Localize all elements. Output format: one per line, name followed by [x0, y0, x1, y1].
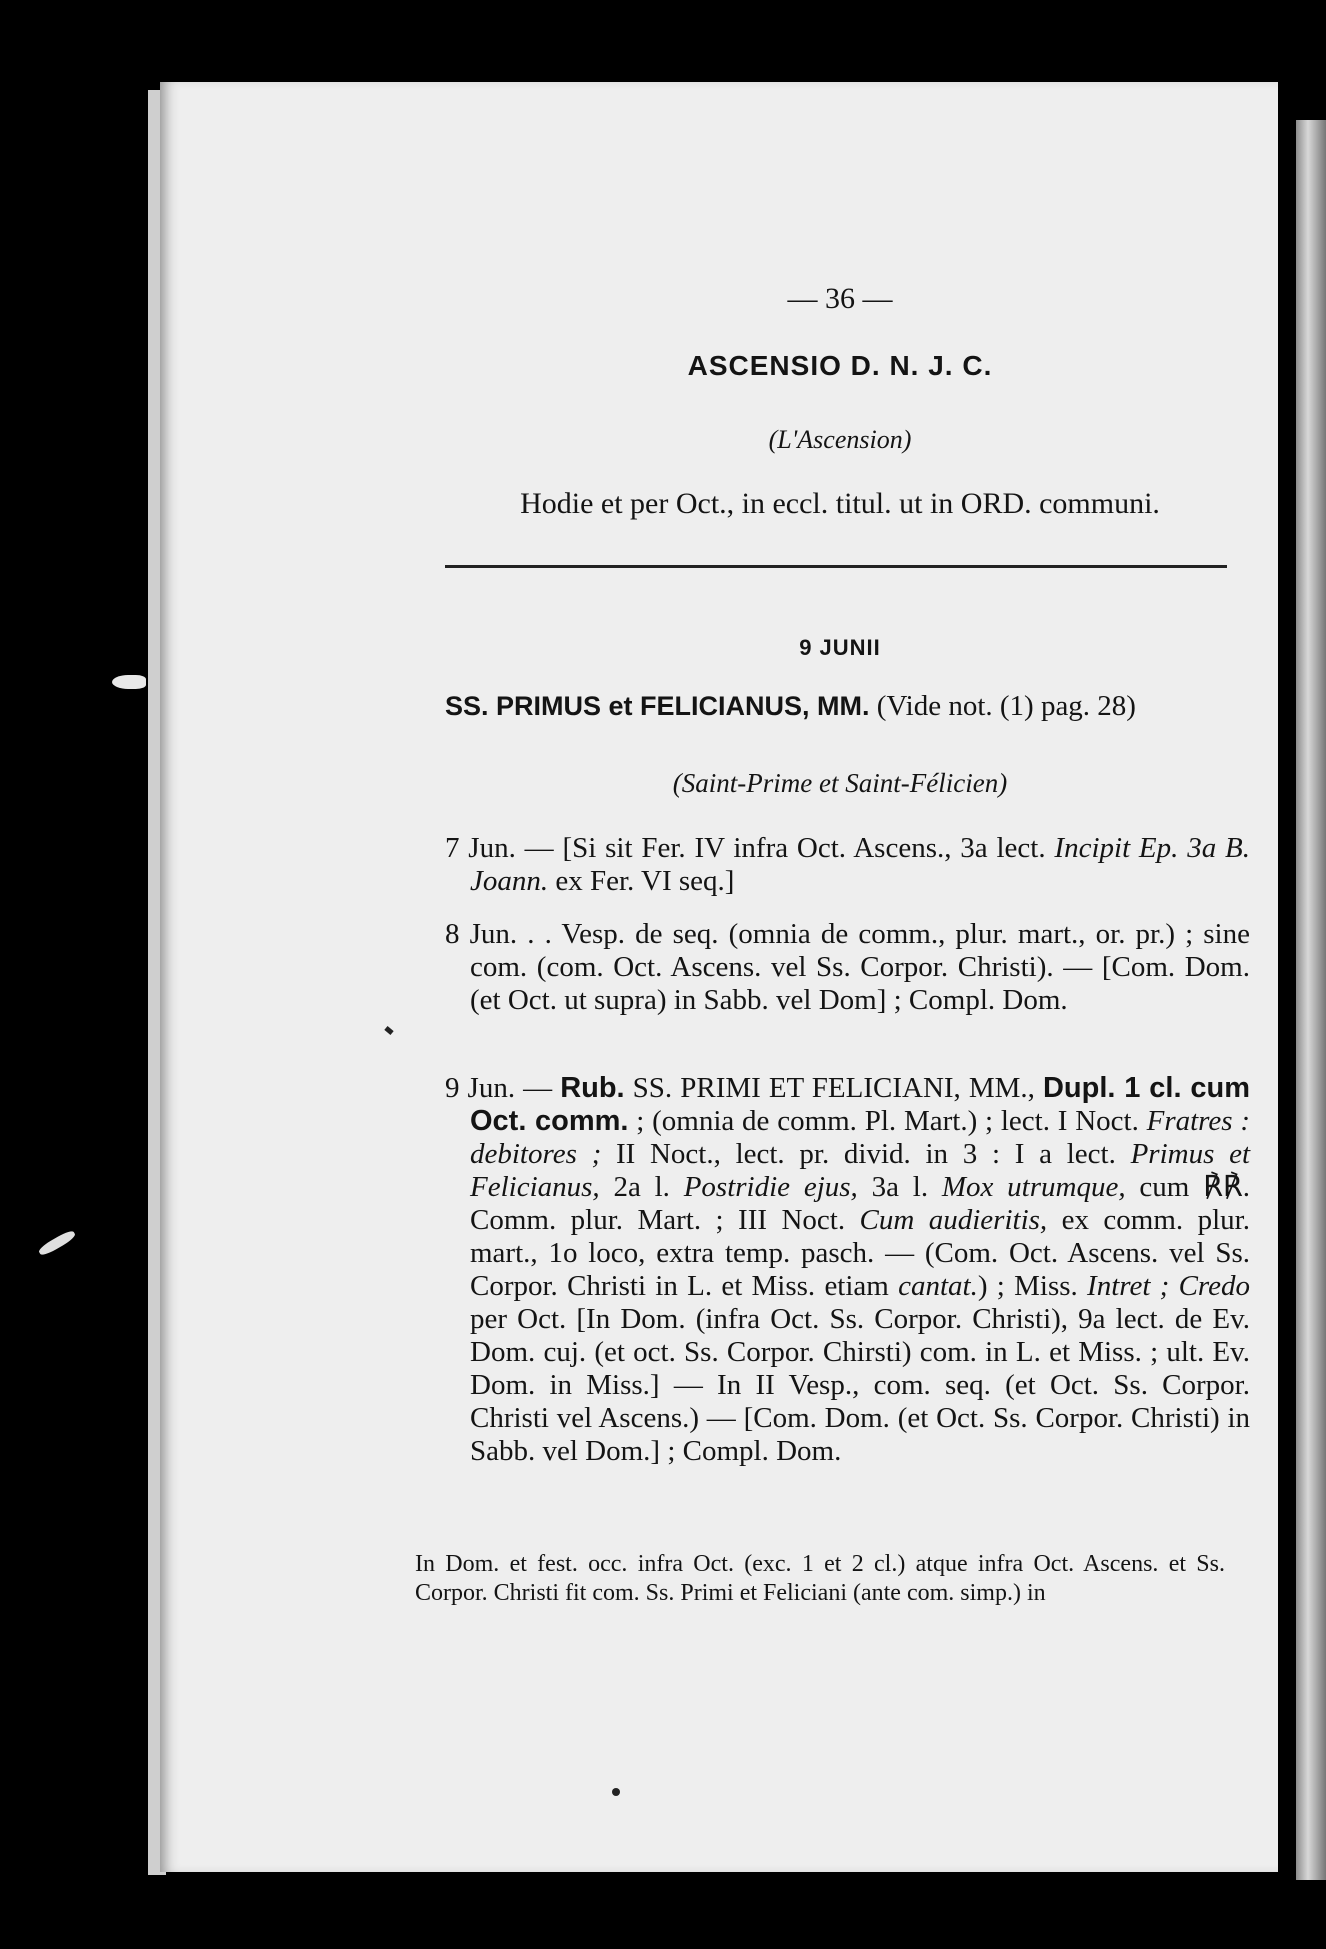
entry-8-jun: [445, 918, 1250, 1017]
divider-rule: [445, 565, 1227, 568]
entry-italic: Cum audieritis,: [859, 1204, 1048, 1236]
entry-text: ) ; Miss.: [977, 1270, 1088, 1302]
entry-day: 9 Jun.: [445, 1072, 516, 1104]
scan-artifact: [37, 1229, 77, 1258]
scan-artifact: [112, 675, 146, 689]
entry-text: ex comm. plur. mart., 1o loco, extra temp. pasch. — (Com. Oct. Ascens. vel Ss. Corpor. Christi in L. et Miss. etiam: [470, 1204, 1250, 1302]
rubric-label: Rub.: [560, 1072, 625, 1104]
entry-text: Vesp. de seq. (omnia de comm., plur. mart., or. pr.) ; sine com. (com. Oct. Ascens. vel Ss. Corpor. Christi). — [Com. Dom. (et Oct. ut supra) in Sabb. vel Dom] ; Compl. Dom.: [470, 918, 1250, 1016]
entry-italic: Intret ; Credo: [1087, 1270, 1251, 1302]
rank-label: Dupl. 1 cl. cum Oct. comm.: [470, 1072, 1250, 1137]
entry-text: per Oct. [In Dom. (infra Oct. Ss. Corpor. Christi), 9a lect. de Ev. Dom. cuj. (et oct. Ss. Corpor. Chirsti) com. in L. et Miss. ; ult. Ev. Dom. in Miss.] — In II Vesp., com. seq. (et Oct. Ss. Corpor. Christi vel Ascens.) — [Com. Dom. (et Oct. Ss. Corpor. Christi) in Sabb. vel Dom.] ; Compl. Dom.: [470, 1303, 1250, 1467]
feast-heading: [445, 690, 1245, 723]
entry-dash: —: [515, 1072, 561, 1104]
entry-italic: Fratres : debitores ;: [470, 1105, 1250, 1170]
entry-text: 3a l.: [857, 1171, 942, 1203]
feast-name: SS. PRIMUS et FELICIANUS, MM.: [445, 691, 870, 721]
entry-9-jun: [445, 1072, 1250, 1468]
entry-italic: cantat.: [898, 1270, 978, 1302]
section-note: Hodie et per Oct., in eccl. titul. ut in ORD. communi.: [520, 487, 1160, 520]
next-page-edge: [1296, 120, 1326, 1880]
footnote: In Dom. et fest. occ. infra Oct. (exc. 1 et 2 cl.) atque infra Oct. Ascens. et Ss. Corpor. Christi fit com. Ss. Primi et Feliciani (ante com. simp.) in: [415, 1551, 1225, 1606]
page-dot: [612, 1788, 620, 1796]
section-title: ASCENSIO D. N. J. C.: [687, 350, 993, 381]
entry-text: II Noct., lect. pr. divid. in 3 : I a lect.: [601, 1138, 1131, 1170]
section-subtitle: (L'Ascension): [768, 425, 912, 454]
entry-italic: Primus et Felicianus,: [470, 1138, 1250, 1203]
entry-italic: Mox utrumque,: [941, 1171, 1126, 1203]
entry-text: ; (omnia de comm. Pl. Mart.) ; lect. I Noct.: [628, 1105, 1147, 1137]
entry-italic: Postridie ejus,: [683, 1171, 858, 1203]
feast-french-name: (Saint-Prime et Saint-Félicien): [672, 768, 1008, 798]
entry-7-jun: [445, 832, 1250, 898]
entry-italic: Incipit Ep. 3a B. Joann.: [470, 832, 1250, 897]
entry-text: SS. PRIMI ET FELICIANI, MM.,: [624, 1072, 1043, 1104]
entry-text: ex Fer. VI seq.]: [548, 865, 735, 897]
entry-text: 2a l.: [599, 1171, 684, 1203]
feast-reference: (Vide not. (1) pag. 28): [869, 690, 1136, 722]
page-number: — 36 —: [787, 282, 893, 315]
entry-day: 7 Jun.: [445, 832, 516, 864]
entry-text: — [Si sit Fer. IV infra Oct. Ascens., 3a lect.: [515, 832, 1055, 864]
entry-text: cum ℟℟. Comm. plur. Mart. ; III Noct.: [470, 1171, 1251, 1236]
entry-day: 8 Jun. . .: [445, 918, 552, 950]
date-heading: 9 JUNII: [799, 635, 881, 660]
